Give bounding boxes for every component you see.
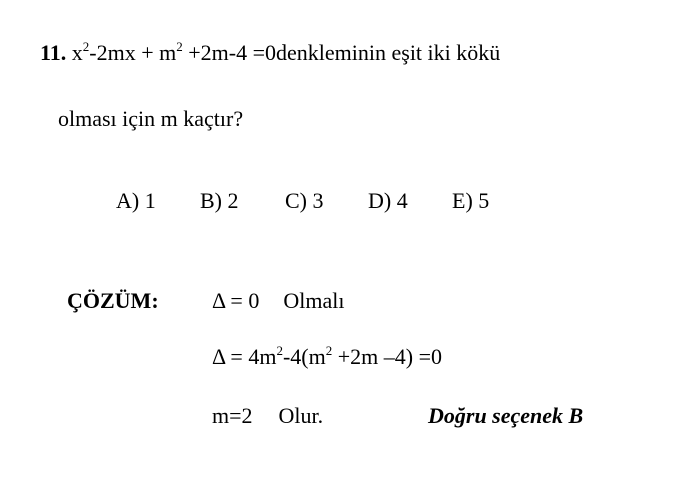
solution-step1-delta: Δ = 0 (212, 288, 260, 313)
solution-step-1 (212, 290, 344, 312)
choice-e: E) 5 (452, 188, 490, 213)
question-exponent-2: 2 (176, 39, 183, 54)
solution-label: ÇÖZÜM: (67, 288, 159, 313)
question-var-x: x (71, 40, 83, 65)
correct-answer: Doğru seçenek B (428, 403, 584, 428)
choice-c: C) 3 (285, 188, 324, 213)
question-line-1 (40, 39, 501, 65)
solution-step-2 (212, 343, 442, 369)
solution-step2-a: Δ = 4m (212, 344, 277, 369)
question-text-part1: -2mx + m (89, 40, 177, 65)
solution-step1-note: Olmalı (283, 288, 345, 313)
choice-a: A) 1 (116, 188, 156, 213)
question-text-part2: +2m-4 =0denkleminin eşit iki kökü (182, 40, 501, 65)
question-text-line2: olması için m kaçtır? (58, 106, 244, 131)
question-exponent-1: 2 (82, 39, 90, 54)
solution-step2-exponent-1: 2 (276, 343, 283, 358)
solution-step2-c: +2m –4) =0 (332, 344, 442, 369)
solution-step-3 (212, 405, 323, 427)
choice-b: B) 2 (200, 188, 239, 213)
solution-step2-b: -4(m (282, 344, 326, 369)
question-number: 11. (40, 40, 67, 65)
choice-d: D) 4 (368, 188, 408, 213)
solution-step3-value: m=2 (212, 403, 253, 428)
solution-step2-exponent-2: 2 (325, 343, 333, 358)
solution-step3-note: Olur. (278, 403, 324, 428)
question-line-2 (58, 108, 243, 130)
